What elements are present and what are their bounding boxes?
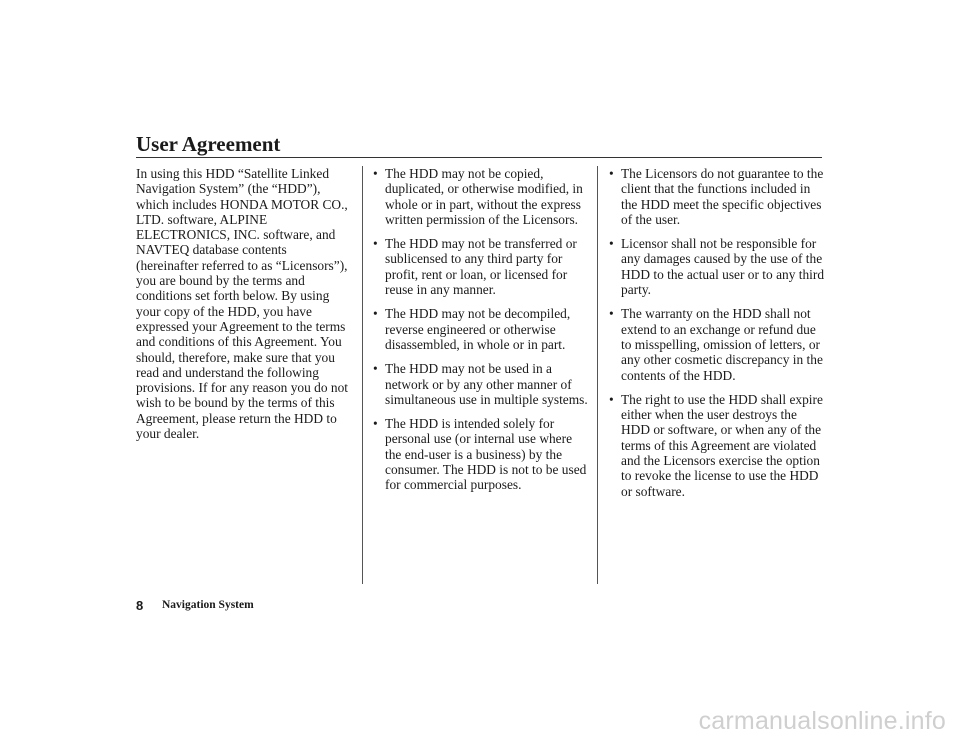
page-number: 8 xyxy=(136,598,144,613)
list-item xyxy=(371,416,589,492)
bullet-icon: • xyxy=(609,236,614,252)
list-item-text: The warranty on the HDD shall not extend to an exchange or refund due to misspelling, omission of letters, or any other cosmetic discrepancy in the contents of the HDD. xyxy=(621,306,823,383)
column-divider-2 xyxy=(597,166,598,584)
list-item xyxy=(371,236,589,297)
bullet-icon: • xyxy=(373,236,378,252)
list-item-text: The HDD may not be used in a network or by any other manner of simultaneous use in multiple systems. xyxy=(385,361,588,407)
column-terms-1 xyxy=(371,166,589,502)
page-title: User Agreement xyxy=(136,132,281,156)
watermark: carmanualsonline.info xyxy=(698,707,946,735)
column-divider-1 xyxy=(362,166,363,584)
footer-section-title: Navigation System xyxy=(162,599,254,611)
list-item-text: The HDD may not be transferred or sublicensed to any third party for profit, rent or loan, or licensed for reuse in any manner. xyxy=(385,236,577,298)
bullet-icon: • xyxy=(609,306,614,322)
column-terms-2 xyxy=(607,166,825,508)
list-item-text: The right to use the HDD shall expire either when the user destroys the HDD or software, or when any of the terms of this Agreement are violated and the Licensors exercise the option to revoke the license to use the HDD or software. xyxy=(621,391,823,499)
list-item-text: The Licensors do not guarantee to the client that the functions included in the HDD meet the specific objectives of the user. xyxy=(621,166,824,227)
list-item-text: The HDD is intended solely for personal use (or internal use where the end-user is a business) by the consumer. The HDD is not to be used for commercial purposes. xyxy=(385,416,587,493)
intro-paragraph: In using this HDD “Satellite Linked Navigation System” (the “HDD”), which includes HONDA MOTOR CO., LTD. software, ALPINE ELECTRONICS, INC. software, and NAVTEQ database contents (hereinafter referred to as “Licensors”), you are bound by the terms and conditions set forth below. By using your copy of the HDD, you have expressed your Agreement to the terms and conditions of this Agreement. You should, therefore, make sure that you read and understand the following provisions. If for any reason you do not wish to be bound by the terms of this Agreement, please return the HDD to your dealer. xyxy=(136,166,348,442)
list-item xyxy=(607,236,825,297)
terms-list-2 xyxy=(607,166,825,499)
bullet-icon: • xyxy=(373,361,378,377)
list-item xyxy=(607,166,825,227)
terms-list-1 xyxy=(371,166,589,493)
bullet-icon: • xyxy=(373,166,378,181)
bullet-icon: • xyxy=(609,166,614,181)
bullet-icon: • xyxy=(609,391,614,407)
title-divider xyxy=(136,157,822,158)
list-item xyxy=(371,306,589,352)
bullet-icon: • xyxy=(373,306,378,322)
list-item xyxy=(371,361,589,407)
list-item-text: Licensor shall not be responsible for any damages caused by the use of the HDD to the actual user or to any third party. xyxy=(621,236,825,298)
list-item xyxy=(607,392,825,499)
list-item xyxy=(607,306,825,382)
list-item-text: The HDD may not be copied, duplicated, or otherwise modified, in whole or in part, without the express written permission of the Licensors. xyxy=(385,166,583,227)
list-item xyxy=(371,166,589,227)
column-intro xyxy=(136,166,352,441)
list-item-text: The HDD may not be decompiled, reverse engineered or otherwise disassembled, in whole or in part. xyxy=(385,306,571,352)
bullet-icon: • xyxy=(373,416,378,432)
